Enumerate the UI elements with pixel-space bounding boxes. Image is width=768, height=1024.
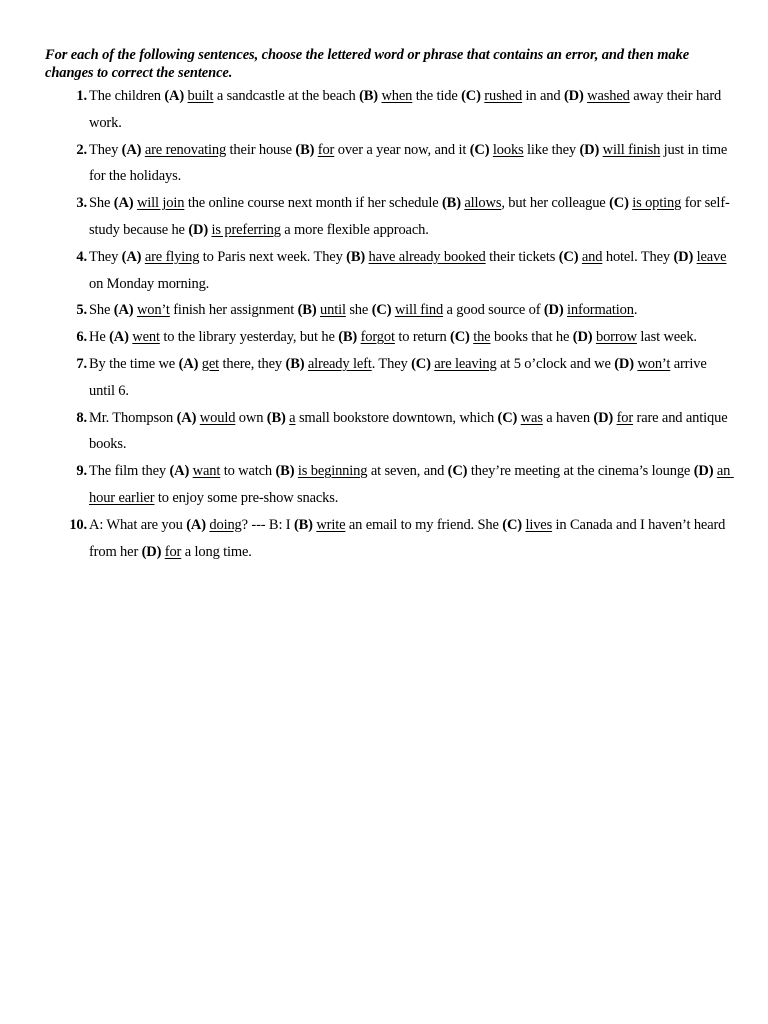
option-letter: (A) — [109, 329, 129, 346]
sentence-text: hotel. They — [602, 248, 674, 265]
sentence-text: He — [89, 329, 110, 346]
underlined-option: doing — [209, 516, 242, 533]
underlined-option: are leaving — [434, 355, 497, 372]
underlined-option: looks — [492, 141, 524, 158]
sentence-text: at 5 o’clock and we — [496, 355, 615, 372]
option-letter: (B) — [297, 302, 317, 319]
question-number: 7. — [76, 355, 87, 372]
sentence-text: like they — [523, 141, 580, 158]
option-letter: (C) — [461, 88, 481, 104]
question-text — [89, 405, 731, 459]
sentence-text: just in time for the holidays. — [89, 141, 731, 185]
sentence-text: away their hard work. — [89, 88, 725, 131]
sentence-text: a sandcastle at the beach — [213, 88, 360, 104]
underlined-option: when — [381, 88, 413, 104]
option-letter: (A) — [113, 195, 134, 212]
sentence-text: over a year now, and it — [334, 141, 470, 158]
sentence-text: ? --- B: I — [241, 516, 294, 533]
option-letter: (A) — [121, 141, 142, 158]
sentence-text: arrive until 6. — [89, 355, 711, 399]
question-text — [89, 244, 731, 298]
sentence-text: Mr. Thompson — [89, 409, 177, 426]
sentence-text: the online course next month if her schedule — [184, 195, 442, 212]
question-number: 2. — [76, 141, 87, 158]
question-item — [45, 458, 734, 512]
option-letter: (D) — [673, 248, 694, 265]
underlined-option: an hour earlier — [89, 463, 734, 506]
underlined-option: is opting — [632, 195, 682, 212]
option-letter: (A) — [169, 463, 190, 480]
underlined-option: for — [164, 543, 182, 560]
sentence-text: small bookstore downtown, which — [295, 409, 498, 426]
question-item — [45, 324, 731, 351]
instructions-text: For each of the following sentences, choose the lettered word or phrase that contains an error, and then make changes to correct the sentence. — [45, 47, 690, 81]
underlined-option: leave — [696, 248, 727, 265]
underlined-option: a — [289, 409, 296, 426]
sentence-text: rare and antique books. — [89, 409, 731, 453]
sentence-text: finish her assignment — [169, 302, 298, 319]
option-letter: (B) — [295, 141, 315, 158]
underlined-option: allows — [464, 195, 502, 212]
underlined-option: write — [316, 516, 346, 533]
sentence-text: a good source of — [443, 302, 544, 319]
sentence-text: to return — [394, 329, 451, 346]
option-letter: (B) — [266, 409, 286, 426]
question-text — [89, 351, 731, 405]
sentence-text: books that he — [490, 329, 573, 346]
option-letter: (C) — [558, 248, 579, 265]
option-letter: (C) — [371, 302, 392, 319]
underlined-option: forgot — [360, 329, 395, 346]
option-letter: (B) — [293, 516, 313, 533]
question-item — [45, 137, 731, 191]
underlined-option: will finish — [602, 141, 661, 158]
sentence-text: on Monday morning. — [89, 248, 730, 292]
option-letter: (B) — [275, 463, 295, 480]
underlined-option: borrow — [595, 329, 637, 346]
sentence-text: their tickets — [485, 248, 559, 265]
underlined-option: won’t — [637, 355, 671, 372]
option-letter: (A) — [121, 248, 142, 265]
option-letter: (D) — [543, 302, 564, 319]
option-letter: (C) — [609, 195, 629, 212]
question-text — [89, 458, 734, 512]
underlined-option: have already booked — [368, 248, 486, 265]
question-list — [45, 83, 734, 565]
option-letter: (C) — [497, 409, 518, 426]
underlined-option: is preferring — [211, 221, 281, 238]
underlined-option: would — [199, 409, 236, 426]
underlined-option: went — [132, 329, 160, 346]
sentence-text: , but her colleague — [501, 195, 610, 212]
underlined-option: get — [201, 355, 220, 372]
sentence-text: the tide — [412, 88, 462, 104]
option-letter: (B) — [359, 88, 378, 104]
question-item — [45, 512, 731, 566]
underlined-option: are flying — [144, 248, 200, 265]
underlined-option: washed — [587, 88, 630, 104]
underlined-option: and — [581, 248, 603, 265]
sentence-text: for self-study because he — [89, 195, 730, 238]
sentence-text: she — [345, 302, 372, 319]
sentence-text: The children — [89, 88, 165, 104]
sentence-text: She — [89, 195, 114, 212]
underlined-option: will join — [136, 195, 185, 212]
underlined-option: already left — [307, 355, 372, 372]
option-letter: (A) — [164, 88, 185, 104]
question-number: 8. — [76, 409, 87, 426]
option-letter: (C) — [447, 463, 468, 480]
underlined-option: rushed — [484, 88, 523, 104]
question-number: 5. — [76, 302, 87, 319]
sentence-text: last week. — [636, 329, 697, 346]
sentence-text: in Canada and I haven’t heard from her — [89, 516, 729, 560]
underlined-option: lives — [525, 516, 553, 533]
question-number: 9. — [76, 463, 87, 480]
sentence-text: to Paris next week. They — [199, 248, 347, 265]
sentence-text: a more flexible approach. — [280, 221, 429, 238]
option-letter: (D) — [563, 88, 584, 104]
option-letter: (B) — [346, 248, 366, 265]
sentence-text: in and — [522, 88, 564, 104]
question-text — [89, 297, 731, 324]
sentence-text: By the time we — [89, 355, 179, 372]
option-letter: (C) — [411, 355, 431, 372]
underlined-option: won’t — [136, 302, 170, 319]
sentence-text: their house — [226, 141, 296, 158]
option-letter: (D) — [572, 329, 593, 346]
sentence-text: to watch — [220, 463, 276, 480]
underlined-option: for — [317, 141, 335, 158]
underlined-option: information — [567, 302, 634, 319]
question-item — [45, 83, 731, 137]
option-letter: (A) — [176, 409, 197, 426]
question-text — [89, 83, 731, 137]
option-letter: (D) — [593, 409, 614, 426]
sentence-text: a haven — [542, 409, 594, 426]
option-letter: (B) — [338, 329, 358, 346]
underlined-option: until — [320, 302, 346, 319]
sentence-text: a long time. — [181, 543, 252, 560]
question-item — [45, 351, 731, 405]
option-letter: (D) — [141, 543, 162, 560]
option-letter: (C) — [450, 329, 470, 346]
underlined-option: built — [187, 88, 214, 104]
question-number: 1. — [76, 88, 87, 104]
worksheet-page — [45, 46, 734, 565]
question-number: 4. — [76, 248, 87, 265]
sentence-text: . — [633, 302, 638, 319]
sentence-text: They — [89, 141, 122, 158]
sentence-text: they’re meeting at the cinema’s lounge — [467, 463, 694, 480]
option-letter: (D) — [614, 355, 634, 372]
underlined-option: are renovating — [144, 141, 227, 158]
option-letter: (A) — [186, 516, 206, 533]
sentence-text: an email to my friend. She — [345, 516, 503, 533]
sentence-text: A: What are you — [89, 516, 187, 533]
option-letter: (D) — [188, 221, 209, 238]
question-number: 6. — [76, 329, 87, 346]
option-letter: (C) — [469, 141, 490, 158]
question-number: 3. — [76, 195, 87, 212]
question-text — [89, 190, 731, 244]
option-letter: (C) — [502, 516, 522, 533]
option-letter: (A) — [113, 302, 134, 319]
option-letter: (D) — [579, 141, 600, 158]
question-item — [45, 190, 731, 244]
sentence-text: to the library yesterday, but he — [159, 329, 339, 346]
question-text — [89, 324, 731, 351]
question-item — [45, 405, 731, 459]
sentence-text: to enjoy some pre-show snacks. — [154, 489, 339, 506]
sentence-text: She — [89, 302, 114, 319]
question-item — [45, 297, 731, 324]
underlined-option: was — [520, 409, 543, 426]
option-letter: (A) — [178, 355, 199, 372]
option-letter: (B) — [442, 195, 461, 212]
option-letter: (B) — [285, 355, 305, 372]
sentence-text: They — [89, 248, 122, 265]
underlined-option: for — [616, 409, 634, 426]
sentence-text: own — [235, 409, 267, 426]
underlined-option: will find — [394, 302, 444, 319]
question-item — [45, 244, 731, 298]
sentence-text: there, they — [219, 355, 286, 372]
sentence-text: . They — [371, 355, 412, 372]
option-letter: (D) — [693, 463, 714, 480]
question-text — [89, 512, 731, 566]
underlined-option: the — [473, 329, 491, 346]
sentence-text: The film they — [89, 463, 170, 480]
question-text — [89, 137, 731, 191]
question-number: 10. — [69, 516, 87, 533]
sentence-text: at seven, and — [367, 463, 448, 480]
underlined-option: want — [192, 463, 221, 480]
underlined-option: is beginning — [297, 463, 368, 480]
